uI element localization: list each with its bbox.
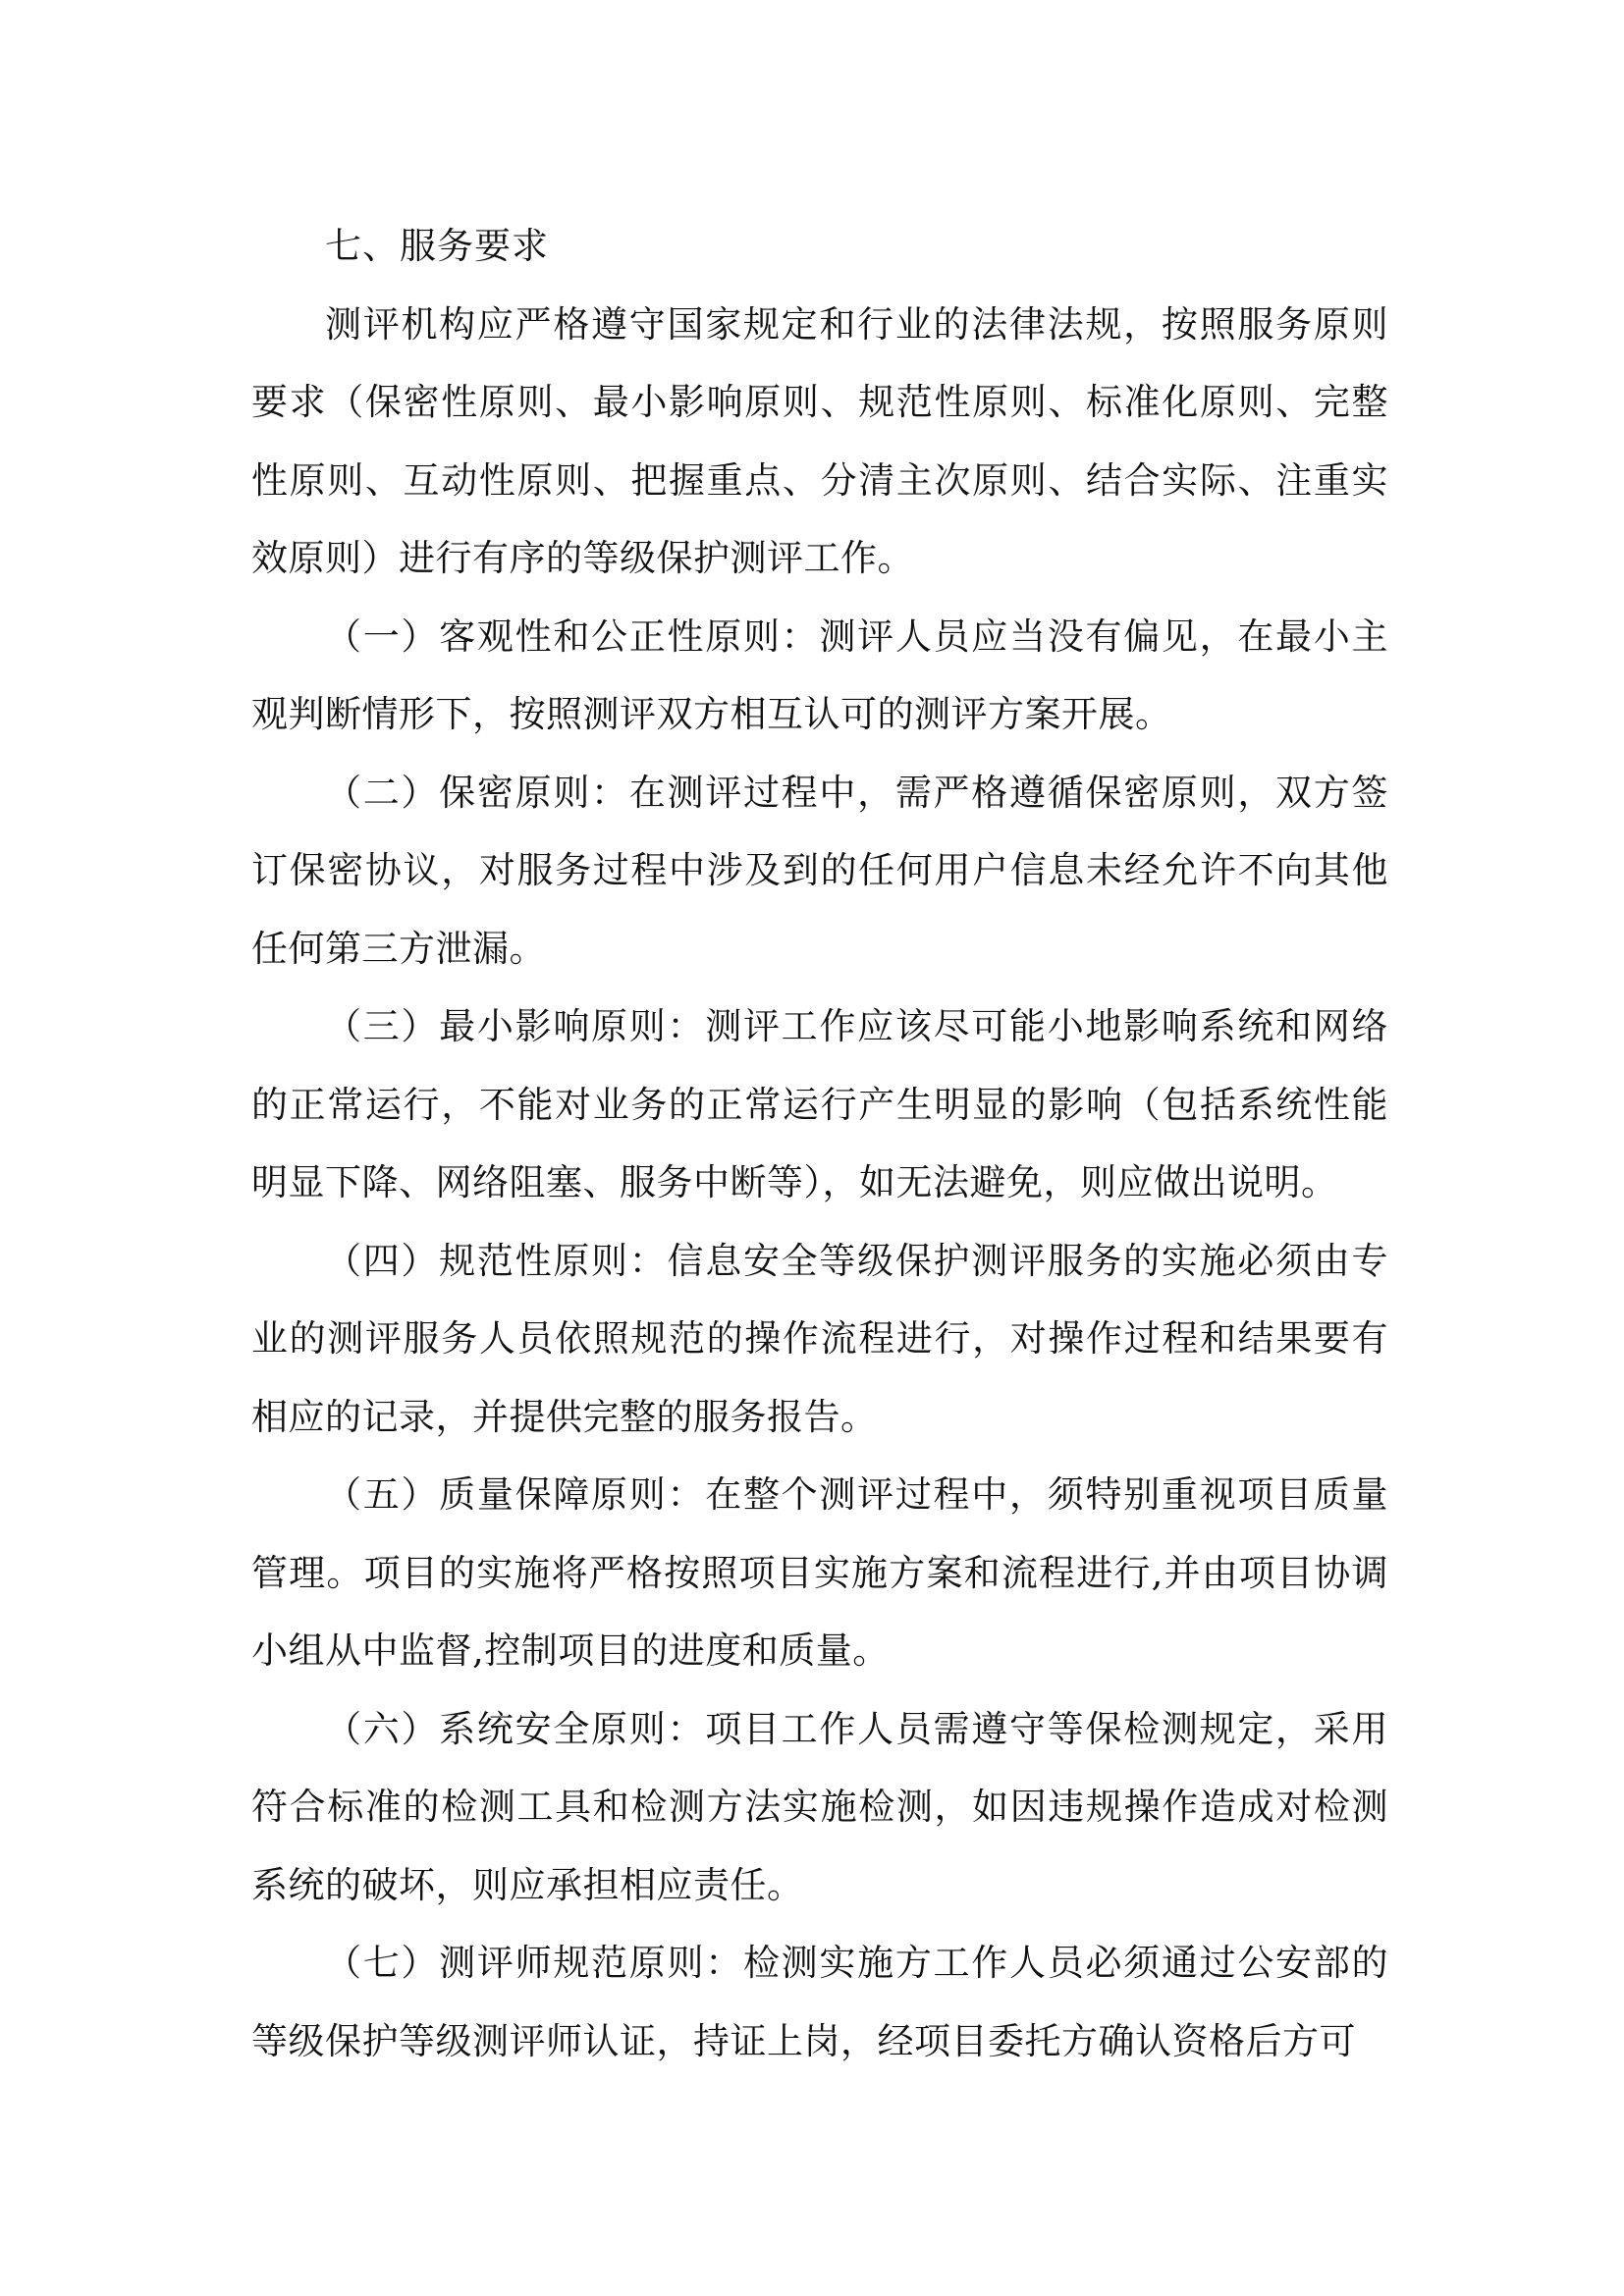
paragraph-intro: 测评机构应严格遵守国家规定和行业的法律法规，按照服务原则要求（保密性原则、最小影响原则、规范性原则、标准化原则、完整性原则、互动性原则、把握重点、分清主次原则、结合实际、注重实效原则）进行有序的等级保护测评工作。: [251, 302, 1388, 579]
paragraph-principle-4: （四）规范性原则：信息安全等级保护测评服务的实施必须由专业的测评服务人员依照规范的操作流程进行，对操作过程和结果要有相应的记录，并提供完整的服务报告。: [251, 1239, 1388, 1438]
paragraph-principle-7: （七）测评师规范原则：检测实施方工作人员必须通过公安部的等级保护等级测评师认证，持证上岗，经项目委托方确认资格后方可: [251, 1942, 1388, 2062]
paragraph-principle-3: （三）最小影响原则：测评工作应该尽可能小地影响系统和网络的正常运行，不能对业务的正常运行产生明显的影响（包括系统性能明显下降、网络阻塞、服务中断等），如无法避免，则应做出说明。: [251, 1005, 1388, 1203]
paragraph-principle-6: （六）系统安全原则：项目工作人员需遵守等保检测规定，采用符合标准的检测工具和检测方法实施检测，如因违规操作造成对检测系统的破坏，则应承担相应责任。: [251, 1707, 1388, 1906]
paragraph-principle-5: （五）质量保障原则：在整个测评过程中，须特别重视项目质量管理。项目的实施将严格按照项目实施方案和流程进行,并由项目协调小组从中监督,控制项目的进度和质量。: [251, 1473, 1388, 1672]
paragraph-principle-2: （二）保密原则：在测评过程中，需严格遵循保密原则，双方签订保密协议，对服务过程中涉及到的任何用户信息未经允许不向其他任何第三方泄漏。: [251, 771, 1388, 970]
paragraph-principle-1: （一）客观性和公正性原则：测评人员应当没有偏见，在最小主观判断情形下，按照测评双方相互认可的测评方案开展。: [251, 614, 1388, 735]
section-heading: 七、服务要求: [325, 225, 549, 267]
document-body: [251, 207, 1388, 2080]
